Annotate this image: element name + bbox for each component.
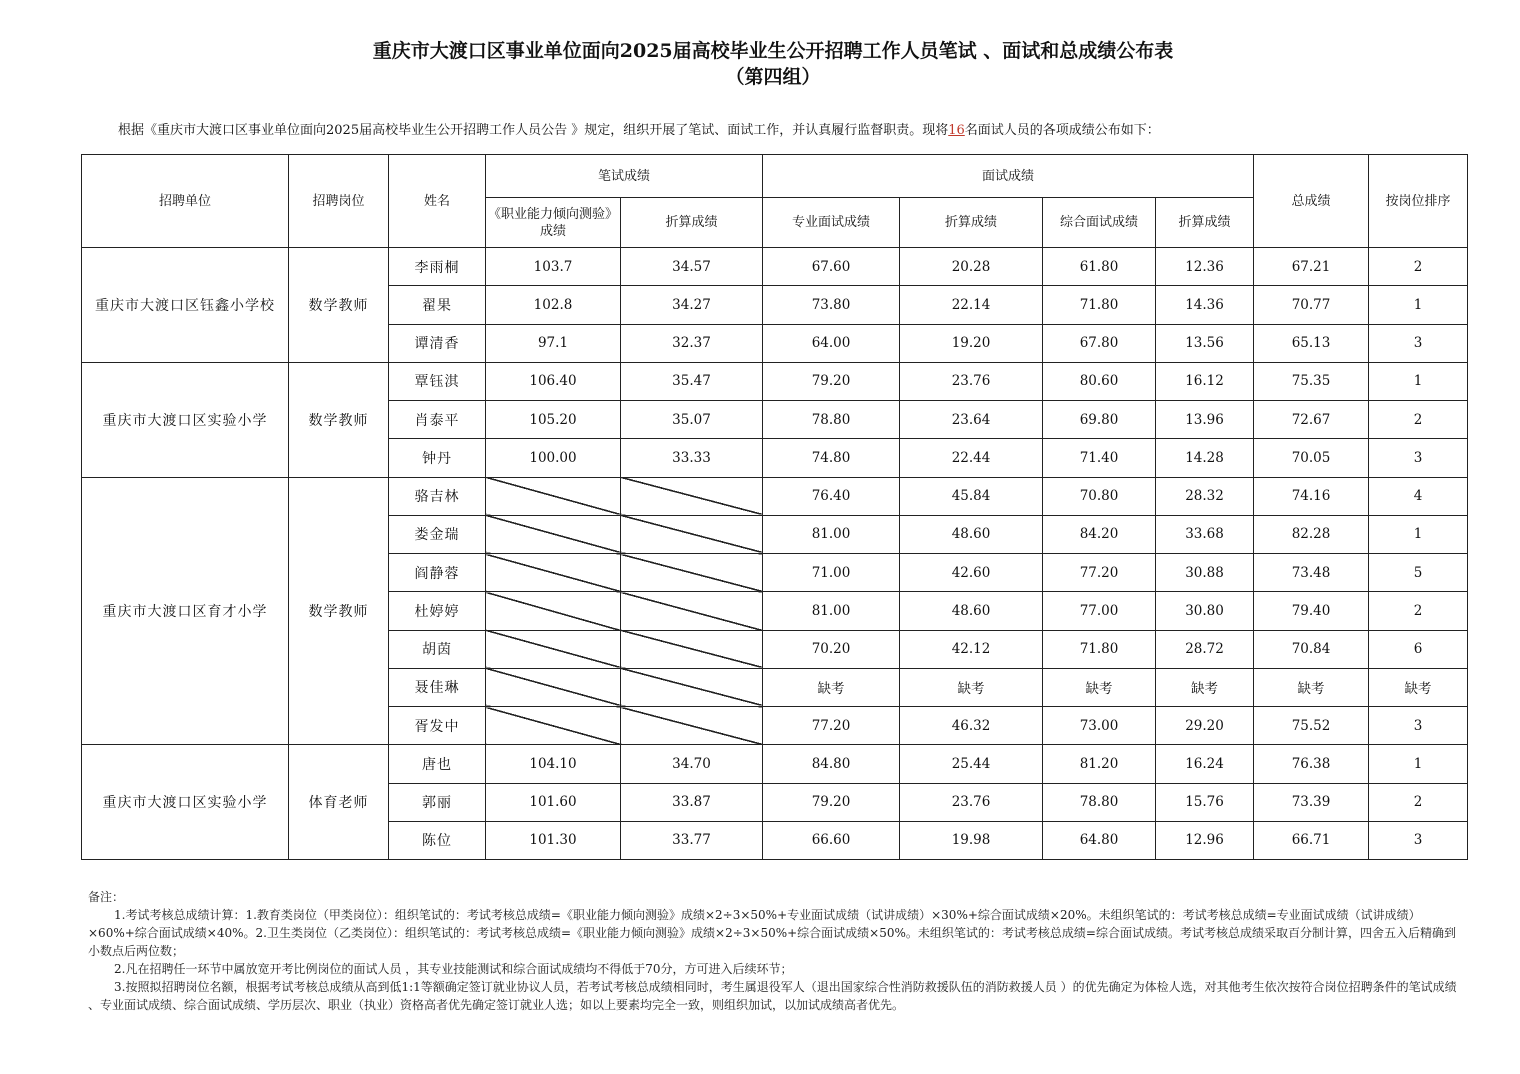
header-written: 笔试成绩 [486,155,763,198]
table-row [82,745,1468,783]
note-item-3: 3.按照拟招聘岗位名额，根据考试考核总成绩从高到低1:1等额确定签订就业协议人员，若考试考核总成绩相同时，考生属退役军人（退出国家综合性消防救援队伍的消防救援人员 ）的优先确定为体检人选，对其他考生依次按符合岗位招聘条件的笔试成绩 、专业面试成绩、综合面试成绩、学历层次、职业（执业）资格高者优先确定签订就业人选；如以上要素均完全一致，则组织加试，以加试成绩高者优先。 [88,980,1457,1012]
cell-written-converted: 35.47 [621,362,763,400]
cell-unit: 重庆市大渡口区育才小学 [82,477,289,745]
cell-professional-converted: 22.14 [900,286,1043,324]
cell-comprehensive-converted: 12.96 [1156,821,1254,859]
cell-name: 钟丹 [389,439,486,477]
cell-comprehensive-converted: 13.56 [1156,324,1254,362]
header-professional: 专业面试成绩 [763,198,900,248]
cell-professional: 70.20 [763,630,900,668]
note-item-1: 1.考试考核总成绩计算：1.教育类岗位（甲类岗位）：组织笔试的：考试考核总成绩=《职业能力倾向测验》成绩×2÷3×50%+专业面试成绩（试讲成绩）×30%+综合面试成绩×20%。未组织笔试的：考试考核总成绩=专业面试成绩（试讲成绩）×60%+综合面试成绩×40%。2.卫生类岗位（乙类岗位）：组织笔试的：考试考核总成绩=《职业能力倾向测验》成绩×2÷3×50%+综合面试成绩×50%。未组织笔试的：考试考核总成绩=综合面试成绩。考试考核总成绩采取百分制计算，四舍五入后精确到小数点后两位数； [88,908,1456,958]
cell-rank: 3 [1369,707,1468,745]
cell-written-converted: 33.77 [621,821,763,859]
cell-professional: 66.60 [763,821,900,859]
cell-professional: 64.00 [763,324,900,362]
cell-professional-converted: 25.44 [900,745,1043,783]
table-row [82,362,1468,400]
cell-aptitude-struck [486,515,621,553]
cell-professional-converted: 20.28 [900,248,1043,286]
cell-aptitude-struck [486,592,621,630]
cell-aptitude-struck [486,707,621,745]
table-row [82,477,1468,515]
cell-aptitude: 104.10 [486,745,621,783]
cell-professional: 76.40 [763,477,900,515]
cell-aptitude: 106.40 [486,362,621,400]
cell-professional: 74.80 [763,439,900,477]
cell-professional: 84.80 [763,745,900,783]
cell-professional: 77.20 [763,707,900,745]
cell-professional-converted: 46.32 [900,707,1043,745]
cell-comprehensive: 67.80 [1043,324,1156,362]
cell-comprehensive: 61.80 [1043,248,1156,286]
intro-paragraph [118,121,1498,141]
cell-name: 阎静蓉 [389,554,486,592]
cell-written-converted: 33.87 [621,783,763,821]
cell-name: 覃钰淇 [389,362,486,400]
cell-total: 73.39 [1254,783,1369,821]
cell-professional-converted: 48.60 [900,515,1043,553]
note-item-2: 2.凡在招聘任一环节中属放宽开考比例岗位的面试人员 ，其专业技能测试和综合面试成绩均不得低于70分，方可进入后续环节； [114,962,793,976]
cell-comprehensive-converted: 16.12 [1156,362,1254,400]
cell-comprehensive: 缺考 [1043,668,1156,706]
cell-comprehensive: 77.20 [1043,554,1156,592]
cell-name: 肖泰平 [389,401,486,439]
cell-name: 骆吉林 [389,477,486,515]
cell-aptitude-struck [486,554,621,592]
cell-professional-converted: 45.84 [900,477,1043,515]
cell-written-converted-struck [621,630,763,668]
cell-comprehensive: 84.20 [1043,515,1156,553]
cell-written-converted-struck [621,668,763,706]
cell-comprehensive-converted: 15.76 [1156,783,1254,821]
notes-section [88,888,1460,1014]
header-interview: 面试成绩 [763,155,1254,198]
cell-professional: 78.80 [763,401,900,439]
cell-total: 67.21 [1254,248,1369,286]
cell-rank: 1 [1369,362,1468,400]
cell-rank: 1 [1369,745,1468,783]
cell-total: 75.52 [1254,707,1369,745]
cell-rank: 1 [1369,515,1468,553]
cell-comprehensive: 70.80 [1043,477,1156,515]
cell-name: 郭丽 [389,783,486,821]
cell-rank: 缺考 [1369,668,1468,706]
cell-name: 谭清香 [389,324,486,362]
cell-written-converted: 32.37 [621,324,763,362]
cell-professional-converted: 42.12 [900,630,1043,668]
header-professional-converted: 折算成绩 [900,198,1043,248]
cell-aptitude: 103.7 [486,248,621,286]
cell-professional-converted: 23.76 [900,362,1043,400]
cell-professional-converted: 23.64 [900,401,1043,439]
cell-written-converted-struck [621,592,763,630]
cell-professional: 81.00 [763,515,900,553]
cell-rank: 2 [1369,783,1468,821]
header-aptitude: 《职业能力倾向测验》成绩 [486,198,621,248]
cell-total: 73.48 [1254,554,1369,592]
header-post: 招聘岗位 [289,155,389,248]
cell-written-converted-struck [621,515,763,553]
cell-professional-converted: 42.60 [900,554,1043,592]
cell-professional-converted: 48.60 [900,592,1043,630]
cell-name: 唐也 [389,745,486,783]
cell-comprehensive: 73.00 [1043,707,1156,745]
cell-rank: 2 [1369,401,1468,439]
header-name: 姓名 [389,155,486,248]
cell-total: 76.38 [1254,745,1369,783]
cell-post: 数学教师 [289,477,389,745]
cell-rank: 1 [1369,286,1468,324]
document-subtitle: （第四组） [725,66,821,88]
intro-text-after: 名面试人员的各项成绩公布如下： [964,123,1160,138]
header-unit: 招聘单位 [82,155,289,248]
cell-aptitude: 101.60 [486,783,621,821]
cell-professional-converted: 23.76 [900,783,1043,821]
cell-comprehensive-converted: 29.20 [1156,707,1254,745]
cell-comprehensive: 71.80 [1043,286,1156,324]
cell-comprehensive-converted: 30.88 [1156,554,1254,592]
cell-comprehensive-converted: 14.28 [1156,439,1254,477]
cell-total: 66.71 [1254,821,1369,859]
cell-comprehensive: 69.80 [1043,401,1156,439]
cell-comprehensive-converted: 13.96 [1156,401,1254,439]
cell-professional: 73.80 [763,286,900,324]
cell-professional: 67.60 [763,248,900,286]
cell-aptitude: 101.30 [486,821,621,859]
cell-aptitude-struck [486,668,621,706]
cell-total: 74.16 [1254,477,1369,515]
document-title: 重庆市大渡口区事业单位面向2025届高校毕业生公开招聘工作人员笔试 、面试和总成绩公布表 [372,40,1174,62]
intro-text-before: 根据《重庆市大渡口区事业单位面向2025届高校毕业生公开招聘工作人员公告 》规定，组织开展了笔试、面试工作，并认真履行监督职责。现将 [118,123,949,138]
table-header [82,155,1468,248]
cell-aptitude: 105.20 [486,401,621,439]
cell-comprehensive-converted: 33.68 [1156,515,1254,553]
cell-comprehensive-converted: 12.36 [1156,248,1254,286]
cell-rank: 3 [1369,821,1468,859]
cell-total: 70.84 [1254,630,1369,668]
cell-written-converted-struck [621,477,763,515]
cell-aptitude-struck [486,477,621,515]
cell-professional-converted: 缺考 [900,668,1043,706]
cell-name: 胥发中 [389,707,486,745]
header-rank: 按岗位排序 [1369,155,1468,248]
cell-total: 79.40 [1254,592,1369,630]
cell-aptitude: 100.00 [486,439,621,477]
cell-professional: 79.20 [763,783,900,821]
cell-written-converted: 34.57 [621,248,763,286]
cell-comprehensive: 64.80 [1043,821,1156,859]
cell-total: 缺考 [1254,668,1369,706]
table-body [82,248,1468,860]
cell-comprehensive-converted: 16.24 [1156,745,1254,783]
cell-rank: 2 [1369,592,1468,630]
cell-professional: 81.00 [763,592,900,630]
cell-total: 82.28 [1254,515,1369,553]
cell-rank: 3 [1369,324,1468,362]
cell-written-converted: 33.33 [621,439,763,477]
cell-rank: 3 [1369,439,1468,477]
cell-name: 杜婷婷 [389,592,486,630]
cell-comprehensive-converted: 28.72 [1156,630,1254,668]
cell-professional: 79.20 [763,362,900,400]
cell-comprehensive-converted: 14.36 [1156,286,1254,324]
intro-count: 16 [948,123,965,138]
cell-comprehensive-converted: 28.32 [1156,477,1254,515]
cell-written-converted: 34.27 [621,286,763,324]
cell-comprehensive-converted: 30.80 [1156,592,1254,630]
cell-aptitude: 97.1 [486,324,621,362]
cell-total: 70.77 [1254,286,1369,324]
table-row [82,248,1468,286]
cell-professional: 缺考 [763,668,900,706]
cell-total: 75.35 [1254,362,1369,400]
cell-name: 翟果 [389,286,486,324]
cell-comprehensive: 80.60 [1043,362,1156,400]
notes-heading: 备注： [88,890,125,904]
cell-aptitude-struck [486,630,621,668]
cell-rank: 5 [1369,554,1468,592]
header-written-converted: 折算成绩 [621,198,763,248]
cell-professional-converted: 19.20 [900,324,1043,362]
cell-written-converted: 35.07 [621,401,763,439]
cell-written-converted: 34.70 [621,745,763,783]
cell-name: 娄金瑞 [389,515,486,553]
cell-total: 65.13 [1254,324,1369,362]
header-comprehensive-converted: 折算成绩 [1156,198,1254,248]
cell-post: 数学教师 [289,362,389,477]
cell-unit: 重庆市大渡口区实验小学 [82,745,289,860]
scores-table [81,154,1468,860]
cell-name: 李雨桐 [389,248,486,286]
cell-total: 72.67 [1254,401,1369,439]
header-total: 总成绩 [1254,155,1369,248]
cell-aptitude: 102.8 [486,286,621,324]
cell-professional: 71.00 [763,554,900,592]
cell-comprehensive: 77.00 [1043,592,1156,630]
cell-unit: 重庆市大渡口区实验小学 [82,362,289,477]
cell-name: 聂佳琳 [389,668,486,706]
cell-comprehensive: 71.80 [1043,630,1156,668]
cell-rank: 4 [1369,477,1468,515]
cell-professional-converted: 22.44 [900,439,1043,477]
cell-comprehensive-converted: 缺考 [1156,668,1254,706]
cell-rank: 6 [1369,630,1468,668]
cell-unit: 重庆市大渡口区钰鑫小学校 [82,248,289,363]
cell-comprehensive: 78.80 [1043,783,1156,821]
cell-written-converted-struck [621,554,763,592]
cell-name: 胡茵 [389,630,486,668]
cell-name: 陈位 [389,821,486,859]
cell-post: 数学教师 [289,248,389,363]
cell-post: 体育老师 [289,745,389,860]
cell-comprehensive: 81.20 [1043,745,1156,783]
header-comprehensive: 综合面试成绩 [1043,198,1156,248]
cell-professional-converted: 19.98 [900,821,1043,859]
cell-total: 70.05 [1254,439,1369,477]
cell-comprehensive: 71.40 [1043,439,1156,477]
cell-rank: 2 [1369,248,1468,286]
cell-written-converted-struck [621,707,763,745]
